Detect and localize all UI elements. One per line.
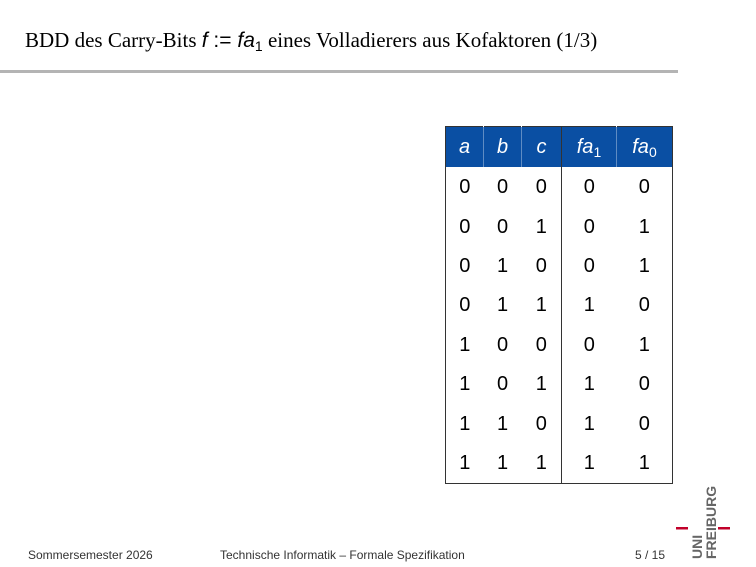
cell: 0 <box>522 167 562 207</box>
cell: 1 <box>522 365 562 404</box>
header-fa0: $fa_0$ <box>617 127 673 168</box>
cell: 1 <box>522 207 562 246</box>
table-row <box>446 365 673 404</box>
logo-accent-right <box>718 527 730 530</box>
cell: 1 <box>638 215 650 238</box>
cell: 0 <box>496 333 509 356</box>
cell: 0 <box>583 215 595 238</box>
title-fa: fa <box>237 29 255 52</box>
cell: 1 <box>583 412 595 435</box>
table-row <box>446 247 673 286</box>
cell: 0 <box>638 412 650 435</box>
cell: 1 <box>638 254 650 277</box>
logo-accent-left <box>676 527 688 530</box>
cell: 1 <box>522 286 562 325</box>
table-row <box>446 326 673 365</box>
cell: 1 <box>459 333 471 356</box>
cell: 1 <box>638 333 650 356</box>
title-suffix: eines Volladierers aus Kofaktoren (1/3) <box>262 28 598 52</box>
title-prefix: BDD des Carry-Bits <box>25 28 202 52</box>
cell: 0 <box>496 373 509 396</box>
title-fa-sub: 1 <box>254 38 263 54</box>
cell: 0 <box>459 176 471 199</box>
cell: 0 <box>638 373 650 396</box>
cell: 0 <box>583 333 595 356</box>
logo-word-freiburg: FREIBURG <box>703 485 719 559</box>
cell: 0 <box>459 215 471 238</box>
footer-page-number: 5 / 15 <box>635 548 666 562</box>
cell: 0 <box>638 294 650 317</box>
cell: 0 <box>496 176 509 199</box>
cell: 0 <box>583 254 595 277</box>
cell: 0 <box>638 176 650 199</box>
footer-course: Technische Informatik – Formale Spezifikation <box>220 548 465 562</box>
logo-word-uni: UNI <box>689 534 705 559</box>
cell: 0 <box>522 326 562 365</box>
cell: 1 <box>583 451 595 474</box>
title-assign: := <box>207 29 238 52</box>
table-row <box>446 444 673 484</box>
header-c: c <box>522 127 562 168</box>
footer-semester: Sommersemester 2026 <box>28 548 153 562</box>
table-row <box>446 286 673 325</box>
header-fa1: $fa_1$ <box>562 127 617 168</box>
cell: 1 <box>638 451 650 474</box>
header-a: a <box>446 127 484 168</box>
cell: 1 <box>496 294 509 317</box>
cell: 1 <box>459 373 471 396</box>
title-var-f: f <box>201 29 208 52</box>
cell: 1 <box>459 451 471 474</box>
cell: 1 <box>522 444 562 484</box>
cell: 0 <box>459 294 471 317</box>
table-row <box>446 207 673 246</box>
cell: 0 <box>583 176 595 199</box>
uni-freiburg-logo <box>676 480 736 560</box>
cell: 0 <box>522 404 562 443</box>
table-row <box>446 167 673 207</box>
slide-title <box>25 28 597 53</box>
cell: 0 <box>459 254 471 277</box>
cell: 1 <box>496 254 509 277</box>
cell: 1 <box>496 412 509 435</box>
cell: 0 <box>496 215 509 238</box>
cell: 0 <box>522 247 562 286</box>
header-row <box>446 127 673 168</box>
header-b: b <box>484 127 522 168</box>
cell: 1 <box>459 412 471 435</box>
cell: 1 <box>583 373 595 396</box>
title-rule <box>0 70 678 73</box>
truth-table <box>445 126 673 484</box>
cell: 1 <box>583 294 595 317</box>
cell: 1 <box>496 451 509 474</box>
table-row <box>446 404 673 443</box>
